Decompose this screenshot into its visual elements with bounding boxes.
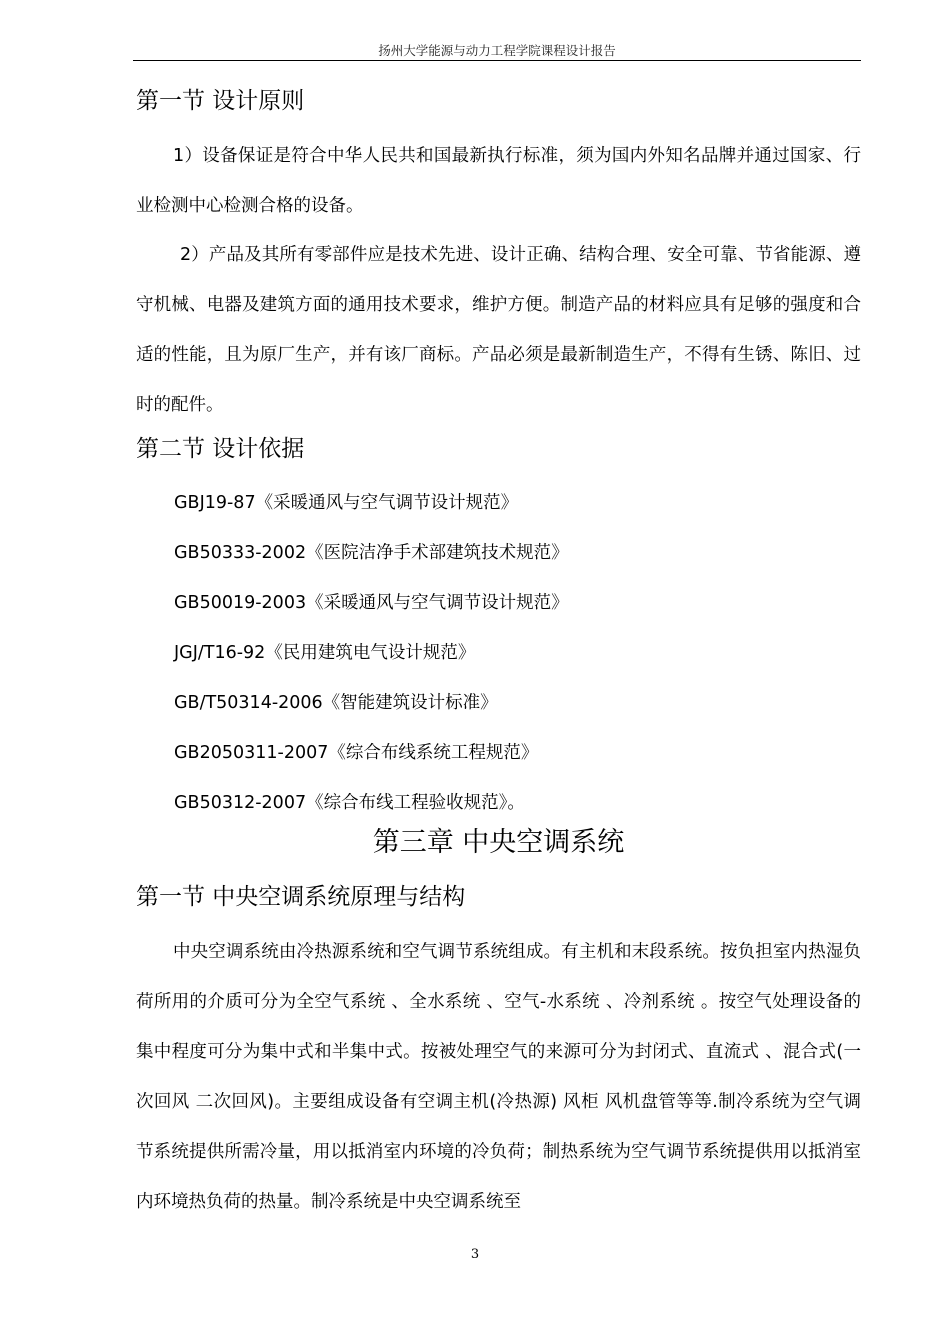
reference-item: GB50312-2007《综合布线工程验收规范》。 <box>174 793 525 813</box>
reference-item: GB/T50314-2006《智能建筑设计标准》 <box>174 693 498 713</box>
page-number: 3 <box>470 1247 480 1262</box>
reference-item: GBJ19-87《采暖通风与空气调节设计规范》 <box>174 493 519 513</box>
section-heading-principle-structure: 第一节 中央空调系统原理与结构 <box>136 884 466 910</box>
reference-item: GB50333-2002《医院洁净手术部建筑技术规范》 <box>174 543 569 563</box>
reference-item: GB50019-2003《采暖通风与空气调节设计规范》 <box>174 593 569 613</box>
section-heading-design-principles: 第一节 设计原则 <box>136 88 305 114</box>
paragraph-central-ac: 中央空调系统由冷热源系统和空气调节系统组成。有主机和末段系统。按负担室内热湿负荷所用的介质可分为全空气系统 、全水系统 、空气-水系统 、冷剂系统 。按空气处理设备的集中程度可分为集中式和半集中式。按被处理空气的来源可分为封闭式、直流式 、混合式(一次回风 二次回风)。主要组成设备有空调主机(冷热源) 风柜 风机盘管等等.制冷系统为空气调节系统提供所需冷量，用以抵消室内环境的冷负荷；制热系统为空气调节系统提供用以抵消室内环境热负荷的热量。制冷系统是中央空调系统至 <box>136 942 861 1212</box>
reference-item: JGJ/T16-92《民用建筑电气设计规范》 <box>174 643 476 663</box>
reference-item: GB2050311-2007《综合布线系统工程规范》 <box>174 743 539 763</box>
page-header: 扬州大学能源与动力工程学院课程设计报告 <box>133 42 861 61</box>
paragraph-principle-1: 1）设备保证是符合中华人民共和国最新执行标准，须为国内外知名品牌并通过国家、行业检测中心检测合格的设备。 <box>136 146 861 216</box>
chapter-heading: 第三章 中央空调系统 <box>372 827 625 858</box>
section-heading-design-basis: 第二节 设计依据 <box>136 436 305 462</box>
paragraph-principle-2: 2）产品及其所有零部件应是技术先进、设计正确、结构合理、安全可靠、节省能源、遵守机械、电器及建筑方面的通用技术要求，维护方便。制造产品的材料应具有足够的强度和合适的性能，且为原厂生产，并有该厂商标。产品必须是最新制造生产，不得有生锈、陈旧、过时的配件。 <box>136 245 861 415</box>
reference-list <box>174 484 569 834</box>
